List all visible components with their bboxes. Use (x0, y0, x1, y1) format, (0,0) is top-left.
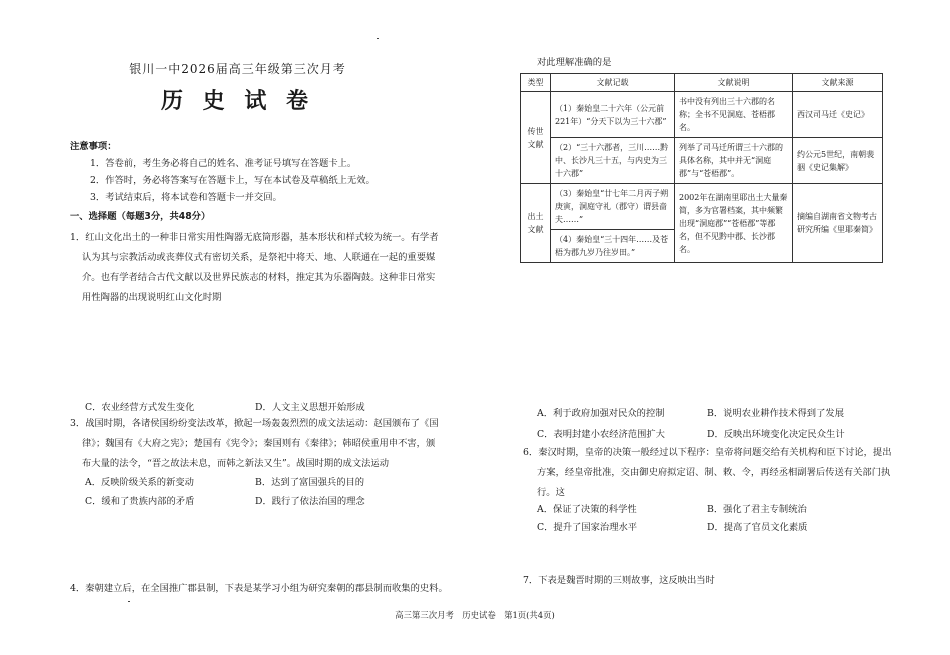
q3-line: 3．战国时期，各诸侯国纷纷变法改革，掀起一场轰轰烈烈的成文法运动：赵国颁布了《国 (70, 418, 439, 429)
q6-option-a: A．保证了决策的科学性 (537, 504, 637, 515)
note-item: 2．作答时，务必将答案写在答题卡上，写在本试卷及草稿纸上无效。 (90, 175, 375, 186)
question-3 (70, 414, 450, 474)
q3-line: 律》；魏国有《大府之宪》；楚国有《宪令》；秦国则有《秦律》；韩昭侯重用申不害，颁 (82, 438, 436, 449)
question-4: 4．秦朝建立后，在全国推广郡县制，下表是某学习小组为研究秦朝的郡县制而收集的史料。 (70, 583, 448, 594)
q5-option-d: D．反映出环境变化决定民众生计 (707, 429, 845, 440)
source-cell: 约公元5世纪，南朝裴骃《史记集解》 (793, 138, 883, 184)
q3-option-c: C．缓和了贵族内部的矛盾 (85, 496, 195, 507)
q5-option-a: A．利于政府加强对民众的控制 (537, 408, 665, 419)
source-cell: 摘编自湖南省文物考古研究所编《里耶秦简》 (793, 184, 883, 263)
record-cell: （1）秦始皇二十六年（公元前221年）“分天下以为三十六郡” (551, 92, 675, 138)
q6-line: 6．秦汉时期，皇帝的决策一般经过以下程序：皇帝将问题交给有关机构和臣下讨论，提出 (523, 447, 892, 458)
q5-option-c: C．表明封建小农经济范围扩大 (537, 429, 665, 440)
header-cell: 文献记载 (551, 74, 675, 92)
q6-option-d: D．提高了官员文化素质 (707, 522, 808, 533)
q1-option-c: C．农业经营方式发生变化 (85, 402, 195, 413)
header-cell: 类型 (521, 74, 551, 92)
category-cell: 传世文献 (521, 92, 551, 184)
source-cell: 西汉司马迁《史记》 (793, 92, 883, 138)
question-1 (70, 228, 450, 308)
q1-line: 用性陶器的出现说明红山文化时期 (82, 292, 222, 303)
record-cell: （3）秦始皇“廿七年二月丙子朔庚寅，洞庭守礼（郡守）谓县啬夫……” (551, 184, 675, 230)
note-item: 1．答卷前，考生务必将自己的姓名、准考证号填写在答题卡上。 (90, 158, 357, 169)
scan-dot (377, 38, 379, 39)
question-6 (523, 443, 903, 503)
q6-option-c: C．提升了国家治理水平 (537, 522, 638, 533)
q1-line: 介。也有学者结合古代文献以及世界民族志的材料，推定其为乐器陶鼓。这种非日常实 (82, 272, 436, 283)
record-cell: （2）“三十六郡者，三川……黔中、长沙凡三十五，与内史为三十六郡” (551, 138, 675, 184)
table-row (521, 92, 883, 138)
note-cell: 列举了司马迁所谓三十六郡的具体名称，其中并无“洞庭郡”与“苍梧郡”。 (675, 138, 793, 184)
q3-line: 布大量的法令，“晋之故法未息，而韩之新法又生”。战国时期的成文法运动 (82, 458, 390, 469)
q6-line: 行。这 (537, 487, 565, 498)
header-cell: 文献说明 (675, 74, 793, 92)
table-intro: 对此理解准确的是 (537, 57, 612, 68)
q5-option-b: B．说明农业耕作技术得到了发展 (707, 408, 844, 419)
q3-option-b: B．达到了富国强兵的目的 (255, 477, 365, 488)
note-cell: 书中没有列出三十六郡的名称；全书不见洞庭、苍梧郡名。 (675, 92, 793, 138)
source-table (520, 73, 883, 263)
note-cell: 2002年在湖南里耶出土大量秦简，多为官署档案，其中频繁出现“洞庭郡”“苍梧郡”等郡名，但不见黔中郡、长沙郡名。 (675, 184, 793, 263)
q3-option-a: A．反映阶级关系的新变动 (85, 477, 194, 488)
table-row (521, 184, 883, 230)
category-cell: 出土文献 (521, 184, 551, 263)
q1-line: 1．红山文化出土的一种非日常实用性陶器无底筒形器，基本形状和样式较为统一。有学者 (70, 232, 439, 243)
scan-dot (128, 601, 130, 602)
q1-line: 认为其与宗教活动或丧葬仪式有密切关系，是祭祀中将天、地、人联通在一起的重要媒 (82, 252, 436, 263)
q6-line: 方案，经皇帝批准，交由御史府拟定诏、制、敕、令，再经丞相副署后传送有关部门执 (537, 467, 891, 478)
exam-header: 银川一中2026届高三年级第三次月考 (129, 62, 346, 76)
table-row (521, 138, 883, 184)
question-7: 7．下表是魏晋时期的三则故事，这反映出当时 (523, 575, 715, 586)
q1-option-d: D．人文主义思想开始形成 (255, 402, 365, 413)
table-header-row (521, 74, 883, 92)
exam-title: 历 史 试 卷 (161, 89, 314, 114)
notes-heading: 注意事项： (70, 141, 117, 152)
q3-option-d: D．践行了依法治国的理念 (255, 496, 365, 507)
section-heading: 一、选择题（每题3分，共48分） (70, 211, 211, 222)
record-cell: （4）秦始皇“三十四年……及苍梧为郡九岁乃往岁田。” (551, 230, 675, 263)
q6-option-b: B．强化了君主专制统治 (707, 504, 807, 515)
header-cell: 文献来源 (793, 74, 883, 92)
note-item: 3．考试结束后，将本试卷和答题卡一并交回。 (90, 192, 282, 203)
page-footer: 高三第三次月考 历史试卷 第1页(共4页) (395, 610, 555, 620)
